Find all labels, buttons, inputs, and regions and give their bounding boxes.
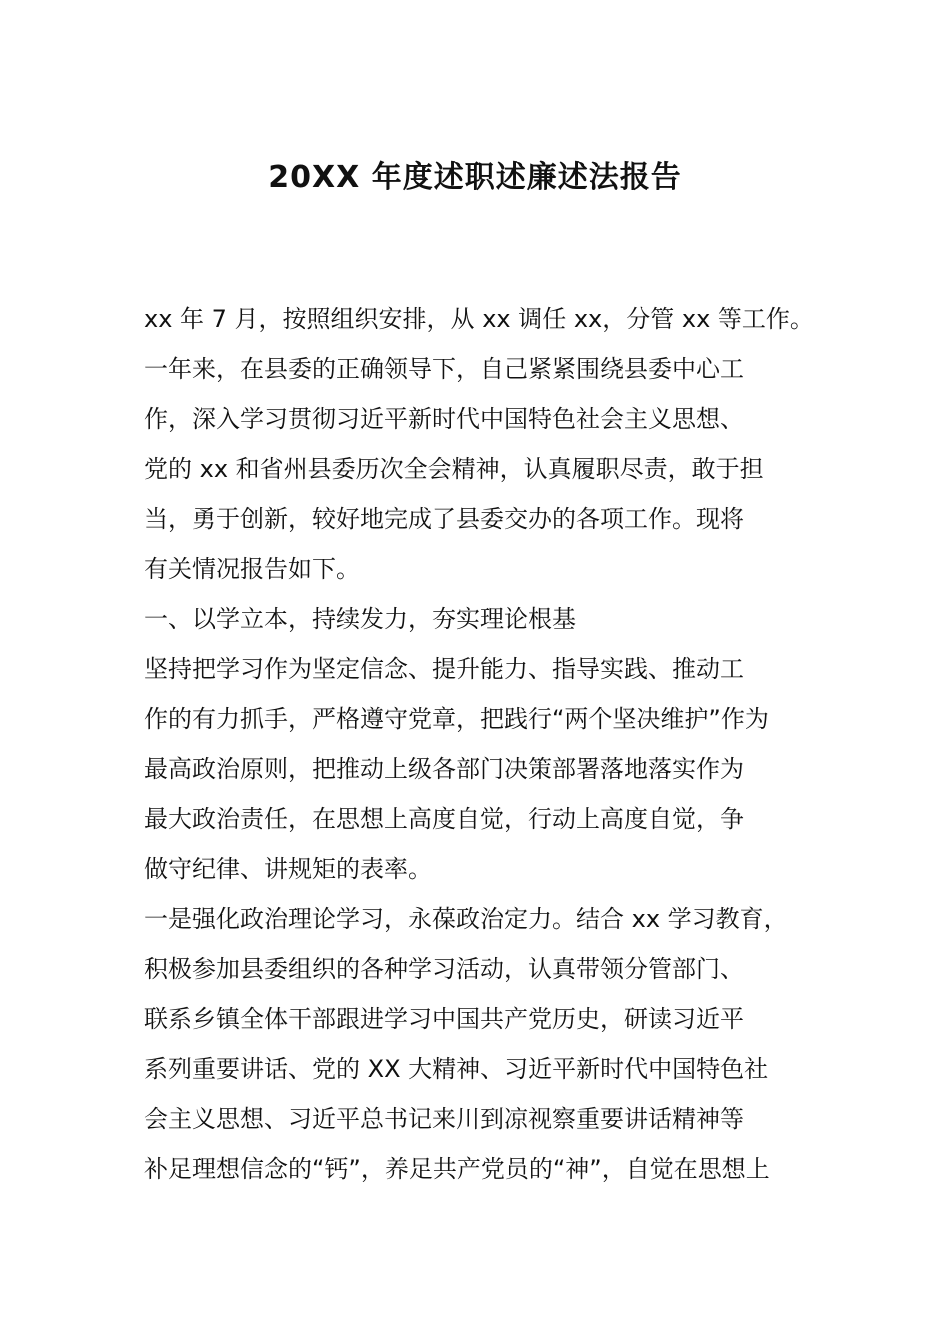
body-line: 积极参加县委组织的各种学习活动，认真带领分管部门、 [144, 955, 744, 983]
body-line: 有关情况报告如下。 [144, 555, 360, 583]
page-title: 20XX 年度述职述廉述法报告 [268, 160, 682, 195]
body-line: 坚持把学习作为坚定信念、提升能力、指导实践、推动工 [144, 655, 744, 683]
body-line: 当，勇于创新，较好地完成了县委交办的各项工作。现将 [144, 505, 744, 533]
body-line: 一年来，在县委的正确领导下，自己紧紧围绕县委中心工 [144, 355, 744, 383]
body-line: 会主义思想、习近平总书记来川到凉视察重要讲话精神等 [144, 1105, 744, 1133]
report-body [144, 294, 834, 1194]
body-line: 一是强化政治理论学习，永葆政治定力。结合 xx 学习教育， [144, 905, 788, 933]
body-line: 最大政治责任，在思想上高度自觉，行动上高度自觉，争 [144, 805, 744, 833]
body-line: 党的 xx 和省州县委历次全会精神，认真履职尽责，敢于担 [144, 455, 764, 483]
body-line: 做守纪律、讲规矩的表率。 [144, 855, 432, 883]
body-line: 最高政治原则，把推动上级各部门决策部署落地落实作为 [144, 755, 744, 783]
body-line: 补足理想信念的“钙”，养足共产党员的“神”，自觉在思想上 [144, 1155, 770, 1183]
body-line: 系列重要讲话、党的 XX 大精神、习近平新时代中国特色社 [144, 1055, 769, 1083]
section-heading: 一、以学立本，持续发力，夯实理论根基 [144, 605, 576, 633]
body-line: 作的有力抓手，严格遵守党章，把践行“两个坚决维护”作为 [144, 705, 769, 733]
body-line: 作，深入学习贯彻习近平新时代中国特色社会主义思想、 [144, 405, 744, 433]
body-line: 联系乡镇全体干部跟进学习中国共产党历史，研读习近平 [144, 1005, 744, 1033]
body-line: xx 年 7 月，按照组织安排，从 xx 调任 xx，分管 xx 等工作。 [144, 305, 814, 333]
